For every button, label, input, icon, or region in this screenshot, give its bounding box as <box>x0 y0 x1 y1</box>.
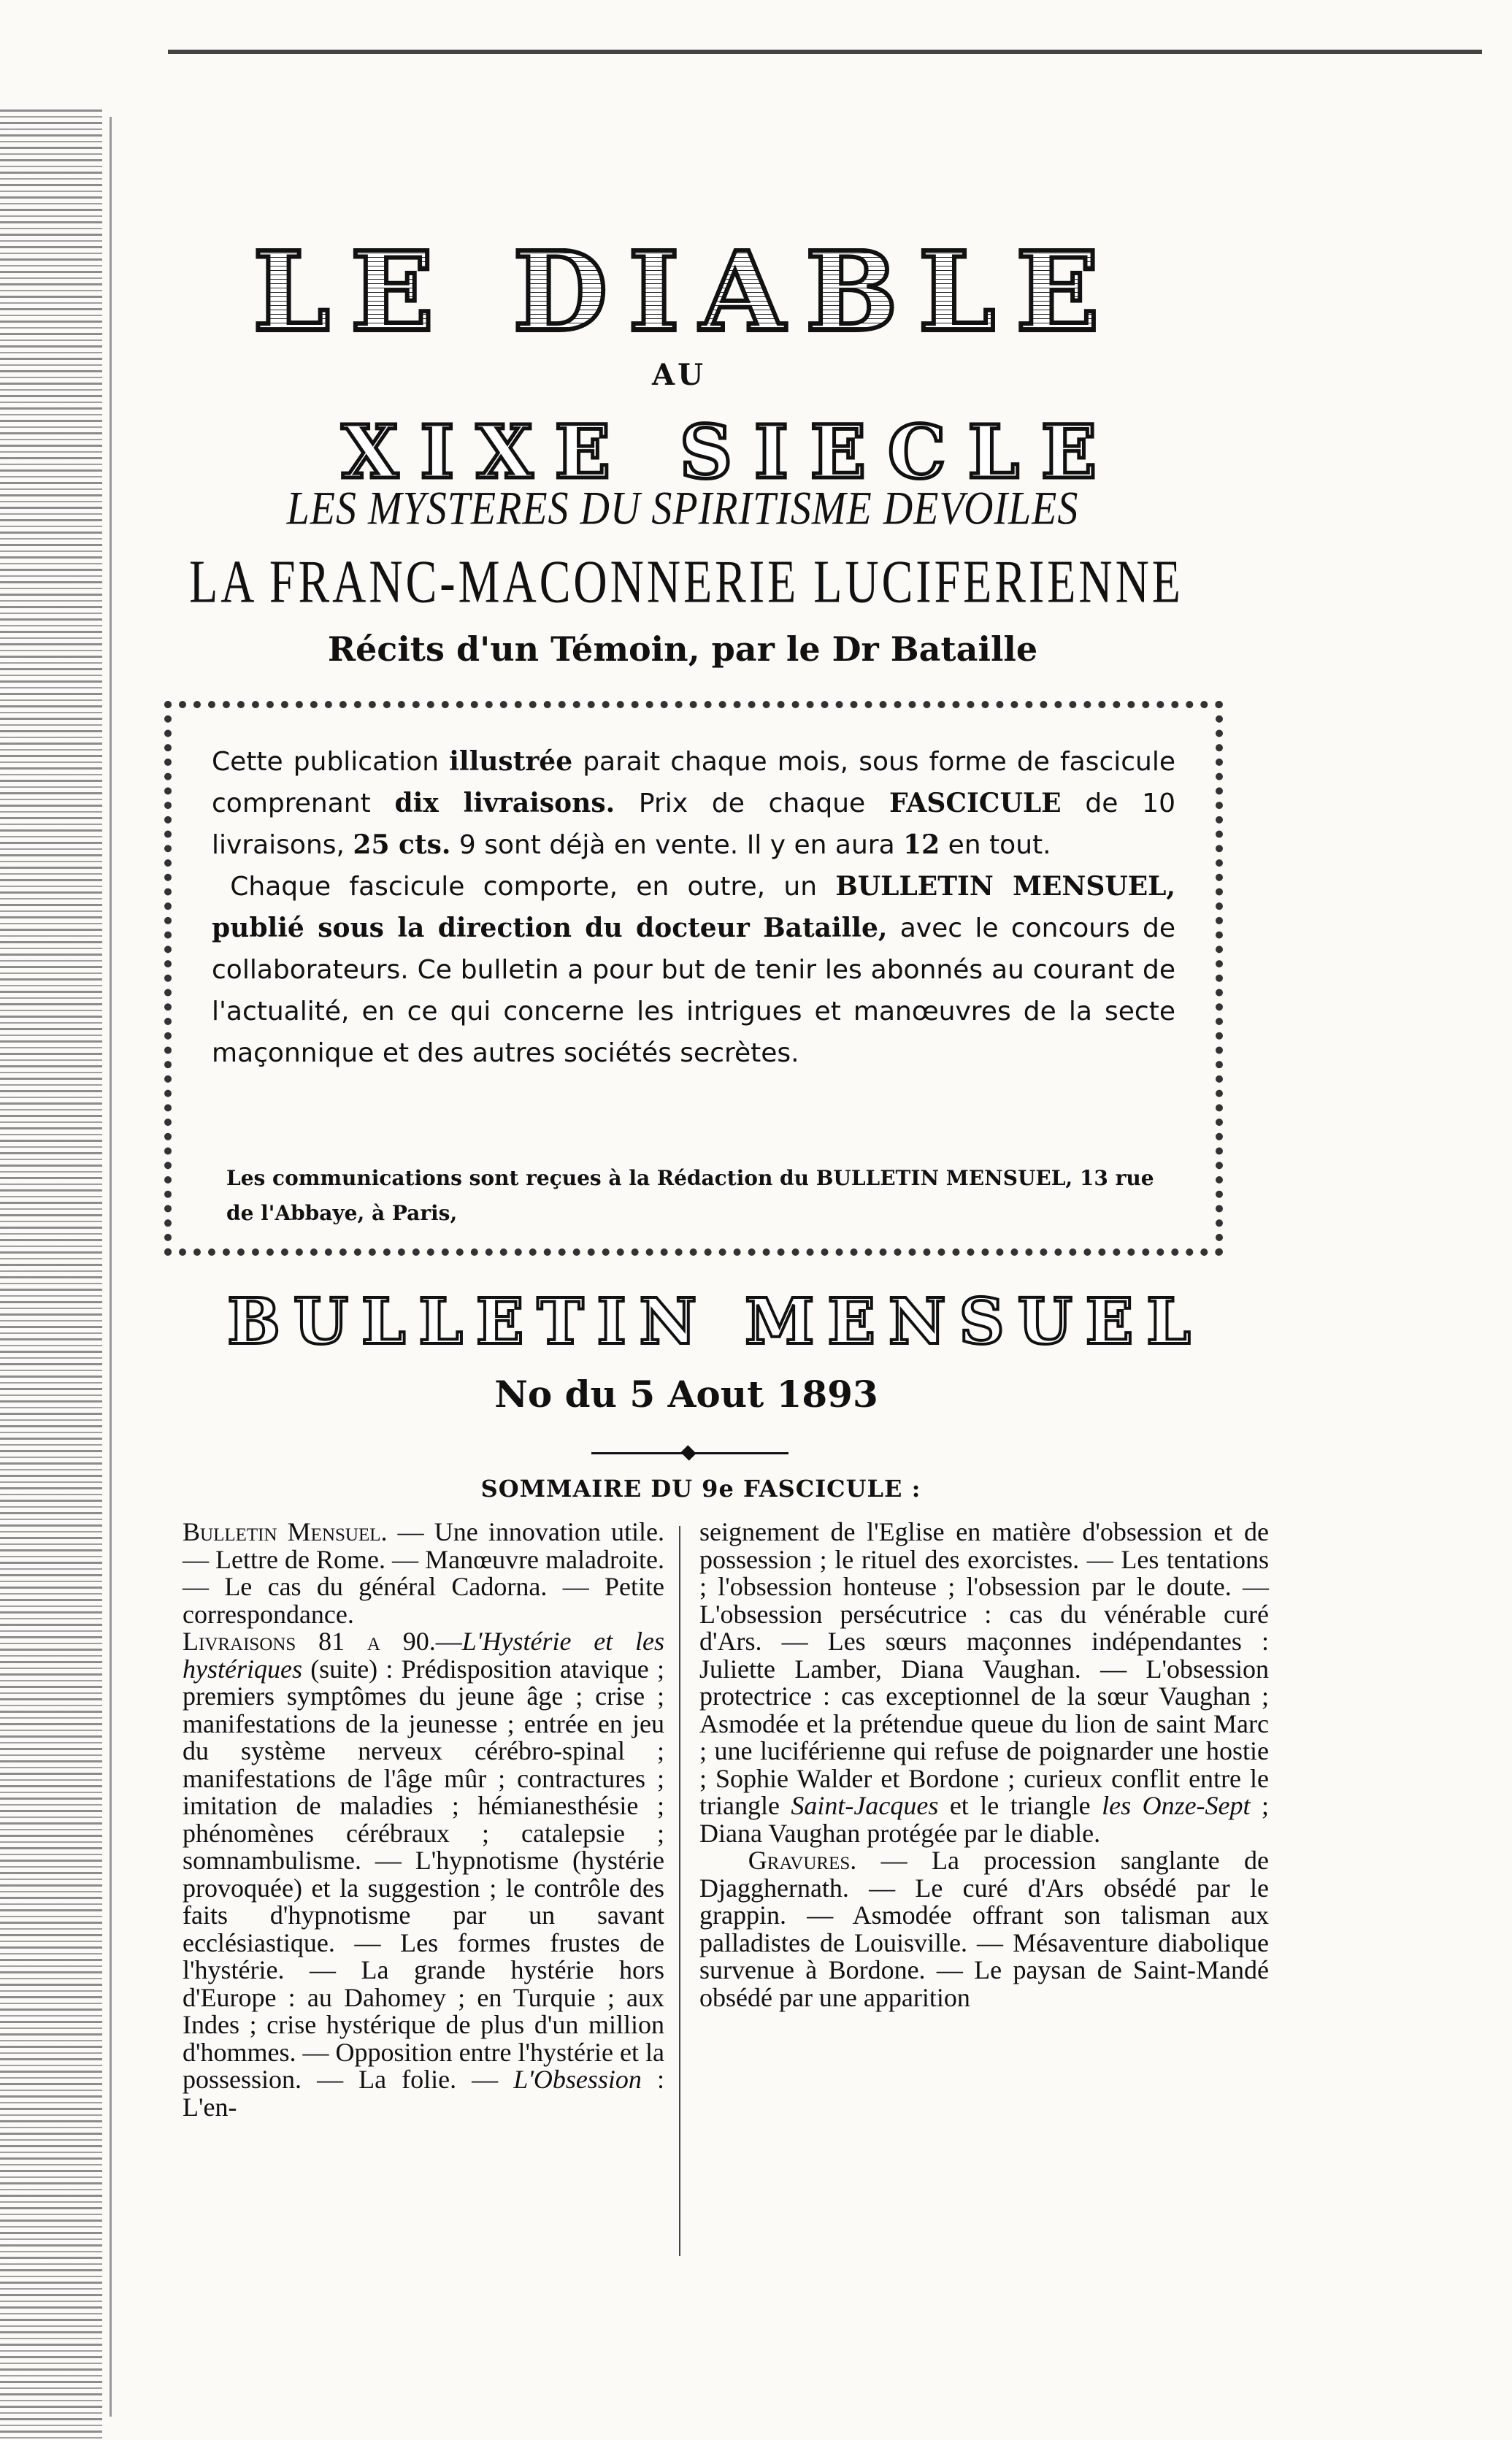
box-text-span: Chaque fascicule comporte, en outre, un <box>230 872 836 902</box>
entry-text: et le triangle <box>938 1791 1102 1820</box>
entry-text: — Une innovation utile. — Lettre de Rome. — Manœuvre maladroite. — Le cas du général Cadorna. — Petite correspondance. <box>183 1517 664 1629</box>
announcement-text <box>212 741 1175 1074</box>
entry-text: : L'en- <box>183 2065 664 2122</box>
box-bold-bulletin: BULLETIN MENSUEL, publié sous la direction du docteur Bataille, <box>212 871 1175 943</box>
sommaire-bulletin-entry <box>183 1519 664 1628</box>
box-text-span: 9 sont déjà en vente. Il y en aura <box>450 830 904 860</box>
entry-text: — <box>435 1627 462 1656</box>
bulletin-title: BULLETIN MENSUEL <box>227 1285 1204 1359</box>
masthead-century: XIXE SIECLE <box>341 409 1119 495</box>
box-bold-illustree: illustrée <box>449 746 573 777</box>
sommaire-gravures-entry <box>699 1847 1269 2011</box>
section-label-livraisons: Livraisons 81 a 90. <box>183 1627 436 1656</box>
column-divider <box>679 1526 680 2256</box>
entry-italic-title: L'Hystérie et les hystériques <box>183 1627 664 1684</box>
box-text-span: avec le concours de collaborateurs. Ce bulletin a pour but de tenir les abonnés au courant de l'actualité, en ce qui concerne les intrigues et manœuvres de la secte maçonnique et des autres sociétés secrètes. <box>212 913 1176 1068</box>
box-text-span: Cette publication <box>212 747 450 777</box>
announcement-address: Les communications sont reçues à la Rédaction du BULLETIN MENSUEL, 13 rue de l'Abbaye, à Paris, <box>226 1166 1154 1225</box>
masthead-au: AU <box>652 358 706 392</box>
sommaire-livraisons-entry <box>183 1628 664 2121</box>
box-text-span: en tout. <box>940 830 1051 860</box>
section-label-bulletin: Bulletin Mensuel. <box>183 1517 388 1546</box>
subtitle-spiritisme: LES MYSTERES DU SPIRITISME DEVOILES <box>286 483 1079 535</box>
box-text-span: de 10 livraisons, <box>212 789 1175 860</box>
section-label-gravures: Gravures. <box>748 1846 857 1875</box>
entry-text: (suite) : Prédisposition atavique ; premiers symptômes du jeune âge ; crise ; manifestations de la jeunesse ; entrée en jeu du système nerveux cérébro-spinal ; manifestations de l'âge mûr ; contractures ; imitation de maladies ; hémianesthésie ; phénomènes cérébraux ; catalepsie ; somnambulisme. — L'hypnotisme (hystérie provoquée) et la suggestion ; le contrôle des faits d'hypnotisme par un savant ecclésiastique. — Les formes frustes de l'hystérie. — La grande hystérie hors d'Europe : au Dahomey ; en Turquie ; aux Indes ; crise hystérique de plus d'un million d'hommes. — Opposition entre l'hystérie et la possession. — La folie. — <box>183 1654 664 2094</box>
left-scan-line <box>110 117 112 2417</box>
entry-italic-onze-sept: les Onze-Sept <box>1102 1791 1251 1820</box>
sommaire-continued-entry <box>699 1519 1269 1847</box>
masthead-title-text: LE DIABLE <box>253 248 1120 350</box>
box-text-span: parait chaque mois, sous forme de fascicule comprenant <box>212 747 1175 818</box>
top-page-edge <box>168 50 1482 54</box>
issue-number: No du 5 Aout 1893 <box>494 1373 878 1416</box>
sommaire-left-column <box>183 1519 664 2121</box>
entry-text: seignement de l'Eglise en matière d'obsession et de possession ; le rituel des exorcistes. — Les tentations ; l'obsession honteuse ; l'obsession par le doute. — L'obsession persécutrice : cas du vénérable curé d'Ars. — Les sœurs maçonnes indépendantes : Juliette Lamber, Diana Vaughan. — L'obsession protectrice : cas exceptionnel de la sœur Vaughan ; Asmodée et la prétendue queue du lion de saint Marc ; une luciférienne qui refuse de poignarder une hostie ; Sophie Walder et Bordone ; curieux conflit entre le triangle <box>699 1517 1269 1820</box>
byline-recits: Récits d'un Témoin, par le Dr Bataille <box>327 629 1038 669</box>
entry-italic-saint-jacques: Saint-Jacques <box>791 1791 939 1820</box>
sommaire-heading: SOMMAIRE DU 9e FASCICULE : <box>480 1475 921 1503</box>
box-text-span: Prix de chaque <box>615 789 889 818</box>
box-bold-count: 12 <box>903 829 940 860</box>
box-bold-price: 25 cts. <box>353 829 451 860</box>
subtitle-franc-maconnerie: LA FRANC-MACONNERIE LUCIFERIENNE <box>189 548 1183 615</box>
box-bold-dix-livraisons: dix livraisons. <box>394 788 615 818</box>
entry-italic-obsession: L'Obsession <box>513 2065 642 2094</box>
sommaire-right-column <box>699 1519 1269 2011</box>
left-scan-edge <box>0 110 102 2440</box>
divider-ornament <box>591 1449 788 1457</box>
entry-text: ; Diana Vaughan protégée par le diable. <box>699 1791 1269 1848</box>
box-bold-fascicule: FASCICULE <box>889 788 1062 818</box>
entry-text: — La procession sanglante de Djagghernath. — Le curé d'Ars obsédé par le grappin. — Asmodée offrant son talisman aux palladistes de Louisville. — Mésaventure diabolique survenue à Bordone. — Le paysan de Saint-Mandé obsédé par une apparition <box>699 1846 1269 2012</box>
